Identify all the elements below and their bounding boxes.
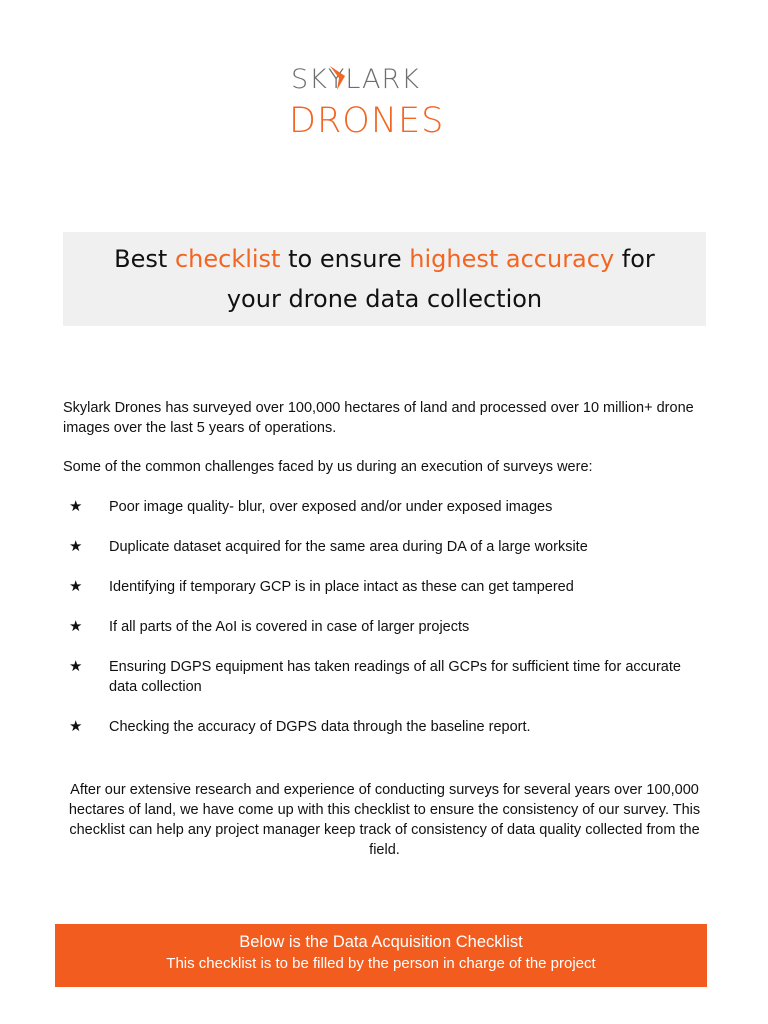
headline-text-2: to ensure bbox=[280, 245, 410, 273]
star-bullet-icon: ★ bbox=[69, 658, 83, 675]
list-item-text: Duplicate dataset acquired for the same area during DA of a large worksite bbox=[109, 539, 588, 555]
logo-line-skylark: SKYLARK bbox=[291, 64, 420, 95]
headline-text-3: for bbox=[614, 245, 655, 273]
list-item bbox=[63, 657, 713, 697]
intro-paragraph: Skylark Drones has surveyed over 100,000 hectares of land and processed over 10 million+ drone images over the last 5 years of operations. bbox=[63, 400, 694, 436]
star-bullet-icon: ★ bbox=[69, 578, 83, 595]
list-item-text: If all parts of the AoI is covered in case of larger projects bbox=[109, 619, 470, 635]
checklist-banner bbox=[55, 924, 707, 987]
list-item-text: Ensuring DGPS equipment has taken readings of all GCPs for sufficient time for accurate data collection bbox=[109, 659, 681, 695]
headline-accent-checklist: checklist bbox=[174, 245, 281, 273]
list-item bbox=[63, 577, 713, 597]
list-item-text: Checking the accuracy of DGPS data through the baseline report. bbox=[109, 719, 531, 735]
headline-text-1: Best bbox=[114, 245, 175, 273]
list-item-text: Poor image quality- blur, over exposed and/or under exposed images bbox=[109, 499, 553, 515]
star-bullet-icon: ★ bbox=[69, 498, 83, 515]
star-bullet-icon: ★ bbox=[69, 618, 83, 635]
logo-line-drones: DRONES bbox=[289, 101, 445, 140]
challenges-list bbox=[63, 497, 713, 757]
star-bullet-icon: ★ bbox=[69, 718, 83, 735]
list-item bbox=[63, 617, 713, 637]
star-bullet-icon: ★ bbox=[69, 538, 83, 555]
list-item-text: Identifying if temporary GCP is in place intact as these can get tampered bbox=[109, 579, 574, 595]
headline-line-2: your drone data collection bbox=[226, 285, 543, 313]
skylark-drones-logo bbox=[0, 60, 768, 140]
challenges-intro: Some of the common challenges faced by us during an execution of surveys were: bbox=[63, 459, 593, 475]
headline-box bbox=[63, 232, 706, 326]
outro-paragraph: After our extensive research and experience of conducting surveys for several years over 100,000 hectares of land, we have come up with this checklist to ensure the consistency of our survey. This checklist can help any project manager keep track of consistency of data quality collected from the field. bbox=[68, 782, 701, 858]
list-item bbox=[63, 717, 713, 737]
banner-title: Below is the Data Acquisition Checklist bbox=[239, 933, 523, 951]
headline-accent-accuracy: highest accuracy bbox=[409, 245, 615, 273]
list-item bbox=[63, 497, 713, 517]
list-item bbox=[63, 537, 713, 557]
banner-subtitle: This checklist is to be filled by the person in charge of the project bbox=[166, 955, 596, 972]
headline-line-1 bbox=[63, 239, 706, 279]
